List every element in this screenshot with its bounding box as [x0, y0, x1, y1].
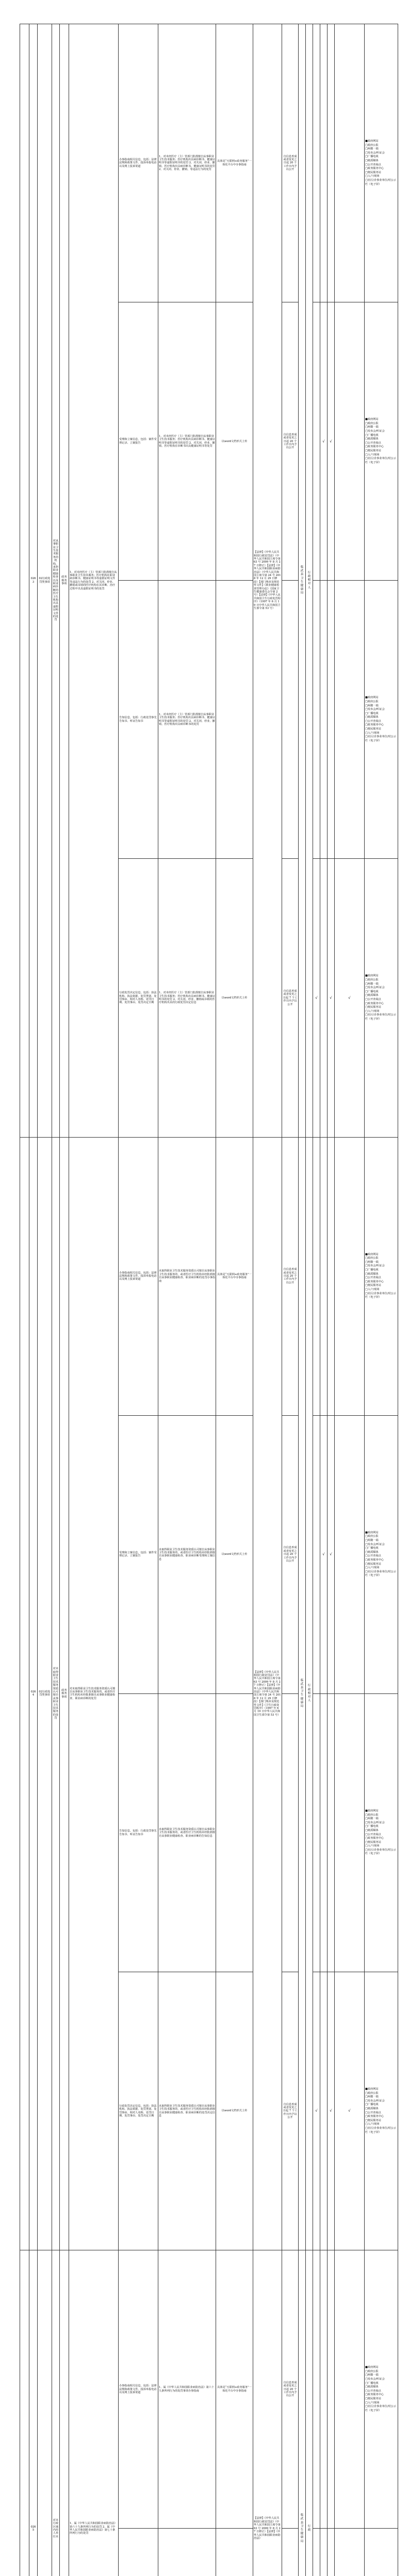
disclosure-standard: 未取得职业卫生技术服务资质认可擅自从事职业卫生技术服务的，或者医疗卫生机构未经批准擅自从事职业健康检查、职业病诊断的处罚办事指南 [158, 1137, 216, 1415]
disclosure-standard: 1、对未经医疗（主）管部门批准擅自从事职业卫生技术服务；医疗机构出具病诊断书、健康证明书等虚假证明书的处罚 2、对关闭、停业、撤销、医疗机构出具病诊断书的处罚 [158, 581, 216, 859]
disclosure-time: 自信息形成或者变更之日起 20 个工作日内予以公开 [282, 302, 299, 581]
disclosure-object: 行政相对人 [306, 24, 313, 1138]
check-on-request [335, 24, 365, 302]
disclosure-content: 办事指南相关信息，包括：法律法规和政策文件、投诉举报电话以及网上投诉渠道 [119, 24, 158, 302]
row-blank-cell [20, 2250, 29, 2576]
level1-category: 02行政处罚类事项 [38, 1137, 52, 2250]
check-all-public [313, 2250, 320, 2529]
check-specific [320, 2250, 328, 2529]
check-on-request [335, 1415, 365, 1693]
disclosure-time: 自信息形成或者变更之日起 20 个工作日内予以公开 [282, 2250, 299, 2529]
check-specific [320, 1972, 328, 2250]
item-basis: 1、对未经医疗（主）管部门批准擅自从事职业卫生技术服务；医疗机构在职业病诊断书、健康证明书等虚假证明文件等违法行为的处罚 2、对关闭、停业、撤销或吊销的医疗机构在其诊断、治疗过程中出具虚假证明书的处罚 [69, 24, 119, 1138]
channel-options-left: ■政府网站 □政府公报 □两微一端 □发布会/听证会 □广播电视 □纸质媒体 □公开查阅点 □政务服务中心 □便民服务站 □入户/现场 □社区/企事业单位/村公示栏（电子屏） [365, 1693, 398, 1972]
check-active: √ [328, 1972, 335, 2250]
check-specific [320, 1137, 328, 1415]
check-active: √ [328, 859, 335, 1137]
disclosure-subject: 临武县卫生健康局 [299, 24, 306, 1138]
check-all-public [313, 2529, 320, 2576]
disclosure-content: 告知信息，包括：行政处罚事先告知书、听证告知书 [119, 581, 158, 859]
disclosure-subject: 临武县卫生健康局 [299, 1137, 306, 2250]
check-all-public [313, 24, 320, 302]
item-name: 对从事职业卫生技术服务的机构，承担职业健康检查以及职业病诊断的医疗卫生机构出具虚假证明文件的处罚 [52, 24, 60, 1138]
row-blank-cell [20, 1137, 29, 2250]
check-on-request [335, 2250, 365, 2529]
channel-options-left: ■政府网站 □政府公报 □两微一端 □发布会/听证会 □广播电视 □纸质媒体 □公开查阅点 □政务服务中心 □便民服务站 □入户/现场 □社区/企事业单位/村公示栏（电子屏） [365, 1137, 398, 1415]
disclosure-time: 自信息形成或者变更之日起 7 个工作日内予以公开 [282, 859, 299, 1137]
disclosure-content: 行政处罚决定信息，包括：执法机构、执法依据、处罚类别、处罚事由、相对人名称、处罚日期、处罚事由、处罚决定日期 [119, 1972, 158, 2250]
disclosure-time [282, 581, 299, 859]
disclosure-time: 自信息形成或者变更之日起 20 个工作日内予以公开 [282, 24, 299, 302]
check-specific [320, 24, 328, 302]
check-all-public: √ [313, 859, 320, 1137]
item-basis: 1、属《中华人民共和国职业病防治法》第六十九条所列行为的处罚 2、属《中华人民共和国职业病防治法》第七十条所列行为的处罚 [69, 2250, 119, 2576]
disclosure-way: 以word文档形式上传 [216, 302, 253, 581]
disclosure-way: 以word文档形式上传 [216, 1972, 253, 2250]
channel-options-left: ■政府网站 □政府公报 □两微一端 □发布会/听证会 □广播电视 □纸质媒体 □公开查阅点 □政务服务中心 □便民服务站 □入户/现场 □社区/企事业单位/村公示栏（电子屏） [365, 1972, 398, 2250]
item-basis: 对未取得职业卫生技术服务资质认可擅自从事职业卫生技术服务的，或者医疗卫生机构未经批准擅自从事职业健康检查、职业病诊断的处罚 [69, 1137, 119, 2250]
channel-options-left: ■政府网站 □政府公报 □两微一端 □发布会/听证会 □广播电视 □纸质媒体 □公开查阅点 □政务服务中心 □便民服务站 □入户/现场 □社区/企事业单位/村公示栏（电子屏） [365, 859, 398, 1137]
row-blank-cell [20, 24, 29, 1138]
disclosure-content: 受理和立案信息，包括：案件受理记录、立案报告 [119, 1415, 158, 1693]
check-on-request [335, 302, 365, 581]
disclosure-time: 自信息形成或者变更之日起 7 个工作日内予以公开 [282, 1972, 299, 2250]
disclosure-time: 自信息形成或者变更之日起 20 个工作日内予以公开 [282, 1137, 299, 1415]
disclosure-standard: 未取得职业卫生技术服务资质认可擅自从事职业卫生技术服务的，或者医疗卫生机构未经批准擅自从事职业健康检查、职业病诊断的告知信息 [158, 1693, 216, 1972]
disclosure-standard [158, 2529, 216, 2576]
disclosure-subject: 临武县卫生健康局 [299, 2250, 306, 2576]
check-active [328, 1137, 335, 1415]
check-active [328, 2529, 335, 2576]
table-row [20, 24, 398, 302]
level1-category: 02行政处罚类事项 [38, 24, 52, 1138]
channel-options-left: ■政府网站 □政府公报 □两微一端 □发布会/听证会 □广播电视 □纸质媒体 □公开查阅点 □政务服务中心 □便民服务站 □入户/现场 □社区/企事业单位/村公示栏（电子屏） [365, 1415, 398, 1693]
item-number: 0264 [29, 1137, 38, 2250]
disclosure-time [282, 2529, 299, 2576]
channel-options-left: ■政府网站 □政府公报 □两微一端 □发布会/听证会 □广播电视 □纸质媒体 □公开查阅点 □政务服务中心 □便民服务站 □入户/现场 □社区/企事业单位/村公示栏（电子屏） [365, 2250, 398, 2529]
check-active [328, 581, 335, 859]
check-active: √ [328, 302, 335, 581]
check-specific [320, 581, 328, 859]
disclosure-standard: 1、对未经医疗（主）管部门批准擅自从事职业卫生技术服务；医疗机构出具病诊断书、健康证明书等虚假证明书的处罚 2、对关闭、停业、撤销、医疗机构在诊断书出具健康证明书等处罚 [158, 302, 216, 581]
disclosure-content: 办事指南相关信息，包括：法律法规和政策文件、投诉举报电话以及网上投诉渠道 [119, 2250, 158, 2529]
check-specific [320, 859, 328, 1137]
check-on-request: √ [335, 1972, 365, 2250]
disclosure-table-body [20, 24, 398, 2576]
channel-options-left: ■政府网站 □政府公报 □两微一端 □发布会/听证会 □广播电视 □纸质媒体 □公开查阅点 □政务服务中心 □便民服务站 □入户/现场 □社区/企事业单位/村公示栏（电子屏） [365, 302, 398, 581]
level1-category [38, 2250, 52, 2576]
check-on-request [335, 1693, 365, 1972]
item-category: 政务服务事项 [60, 24, 69, 1138]
disclosure-standard: 1、属《中华人民共和国职业病防治法》第六十九条所列行为的处罚事项办事指南 [158, 2250, 216, 2529]
disclosure-object: 行政 [306, 2250, 313, 2576]
disclosure-way: 以word文档形式上传 [216, 1415, 253, 1693]
check-specific: √ [320, 1415, 328, 1693]
check-all-public [313, 302, 320, 581]
disclosure-time: 自信息形成或者变更之日起 20 个工作日内予以公开 [282, 1415, 299, 1693]
check-on-request: √ [335, 859, 365, 1137]
check-all-public [313, 1415, 320, 1693]
item-number: 0263 [29, 24, 38, 1138]
table-row [20, 2250, 398, 2529]
disclosure-way: 具体见“互联网+政务服务”一体化平台中办事指南 [216, 24, 253, 302]
disclosure-way: 具体见“互联网+政务服务”一体化平台中办事指南 [216, 1137, 253, 1415]
check-on-request [335, 1137, 365, 1415]
disclosure-content: 受理和立案信息，包括：案件受理记录、立案报告 [119, 302, 158, 581]
disclosure-content: 行政处罚决定信息，包括：执法机构、执法依据、处罚类别、处罚事由、相对人名称、处罚日期、处罚事由、处罚决定日期 [119, 859, 158, 1137]
channel-options-left [365, 2529, 398, 2576]
disclosure-way: 具体见“互联网+政务服务”一体化平台中办事指南 [216, 2250, 253, 2529]
check-active [328, 24, 335, 302]
disclosure-object: 行政相对人 [306, 1137, 313, 2250]
legal-basis: 【法律】《中华人民共和国行政处罚法》（中华人民共和国主席令第 63 号 2009 年 8 月 27 日修正）【法律】《中华人民共和国职业病防治法》（中华人民共和国主席令第 24 号 2018 年 12 月 29 日修改）【部门规章及规范性文件】《职业健康检查管理办法》（国家卫生健康委员会令第 2 号）【法律】《中华人民共和国卫生行政处罚程序》（1997 年 6 月 19 日中华人民共和国卫生部令第 53 号） [253, 24, 282, 1138]
legal-basis: 【法律】《中华人民共和国行政处罚法》（中华人民共和国主席令第 63 号 2009 年 8 月 27 日修正）【法律】《中华人民共和国职业病防治法》（中华人民共和国主席令第 24 号 2018 年 12 月 29 日修改）【部门规章及规范性文件】《卫生行政处罚程序》（1997 年 6 月 19 日中华人民共和国卫生部令第 53 号） [253, 1137, 282, 2250]
disclosure-content: 告知信息，包括：行政处罚事先告知书、听证告知书 [119, 1693, 158, 1972]
check-all-public [313, 1137, 320, 1415]
disclosure-standard: 1、对未经医疗（主）管部门批准擅自从事职业卫生技术服务；医疗机构出具病诊断书、健康证明书等虚假证明书的处罚 2、对关闭、停业、撤销、医疗机构出具病诊断书、健康证明书的处罚 2、对关闭、停业、撤销、等违法行为的处罚 [158, 24, 216, 302]
check-active [328, 2250, 335, 2529]
item-category: 政务服务事项 [60, 1137, 69, 2250]
disclosure-way: 以word文档形式上传 [216, 859, 253, 1137]
channel-options-left: ■政府网站 □政府公报 □两微一端 □发布会/听证会 □广播电视 □纸质媒体 □公开查阅点 □政务服务中心 □便民服务站 □入户/现场 □社区/企事业单位/村公示栏（电子屏） [365, 24, 398, 302]
check-on-request [335, 2529, 365, 2576]
disclosure-way [216, 581, 253, 859]
check-active [328, 1693, 335, 1972]
disclosure-table [20, 24, 398, 2576]
check-all-public: √ [313, 1972, 320, 2250]
legal-basis: 【法律】《中华人民共和国行政处罚法》（中华人民共和国主席令第 63 号 2009 年 8 月 27 日修正）【法律】《中华人民共和国职业病防治法》 [253, 2250, 282, 2576]
disclosure-time [282, 1693, 299, 1972]
item-category [60, 2250, 69, 2576]
item-name: 对未取得职业卫生技术服务资质认可擅自从事职业卫生技术服务的处罚 [52, 1137, 60, 2250]
table-row [20, 1137, 398, 1415]
channel-options-left: ■政府网站 □政府公报 □两微一端 □发布会/听证会 □广播电视 □纸质媒体 □公开查阅点 □政务服务中心 □便民服务站 □入户/现场 □社区/企事业单位/村公示栏（电子屏） [365, 581, 398, 859]
disclosure-standard: 1、对未经医疗（主）管部门批准擅自从事职业卫生技术服务；医疗机构出具病诊断书、健康证明书的处罚 2、对关闭、停业、撤销或吊销的医疗机构出具的行政处罚决定信息 [158, 859, 216, 1137]
item-name: 对本行政区域内用人单位未 [52, 2250, 60, 2576]
disclosure-content: 办事指南相关信息，包括：法律法规和政策文件、投诉举报电话以及网上投诉渠道 [119, 1137, 158, 1415]
disclosure-standard: 未取得职业卫生技术服务资质认可擅自从事职业卫生技术服务的，或者医疗卫生机构未经批准擅自从事职业健康检查、职业病诊断受理和立案信息 [158, 1415, 216, 1693]
check-all-public [313, 581, 320, 859]
disclosure-standard: 未取得职业卫生技术服务资质认可擅自从事职业卫生技术服务的，或者医疗卫生机构未经批准擅自从事职业健康检查、职业病诊断的处罚决定信息 [158, 1972, 216, 2250]
check-all-public [313, 1693, 320, 1972]
check-specific [320, 1693, 328, 1972]
check-active: √ [328, 1415, 335, 1693]
disclosure-way [216, 2529, 253, 2576]
check-on-request [335, 581, 365, 859]
disclosure-way [216, 1693, 253, 1972]
item-number: 0265 [29, 2250, 38, 2576]
check-specific [320, 2529, 328, 2576]
disclosure-content [119, 2529, 158, 2576]
check-specific: √ [320, 302, 328, 581]
